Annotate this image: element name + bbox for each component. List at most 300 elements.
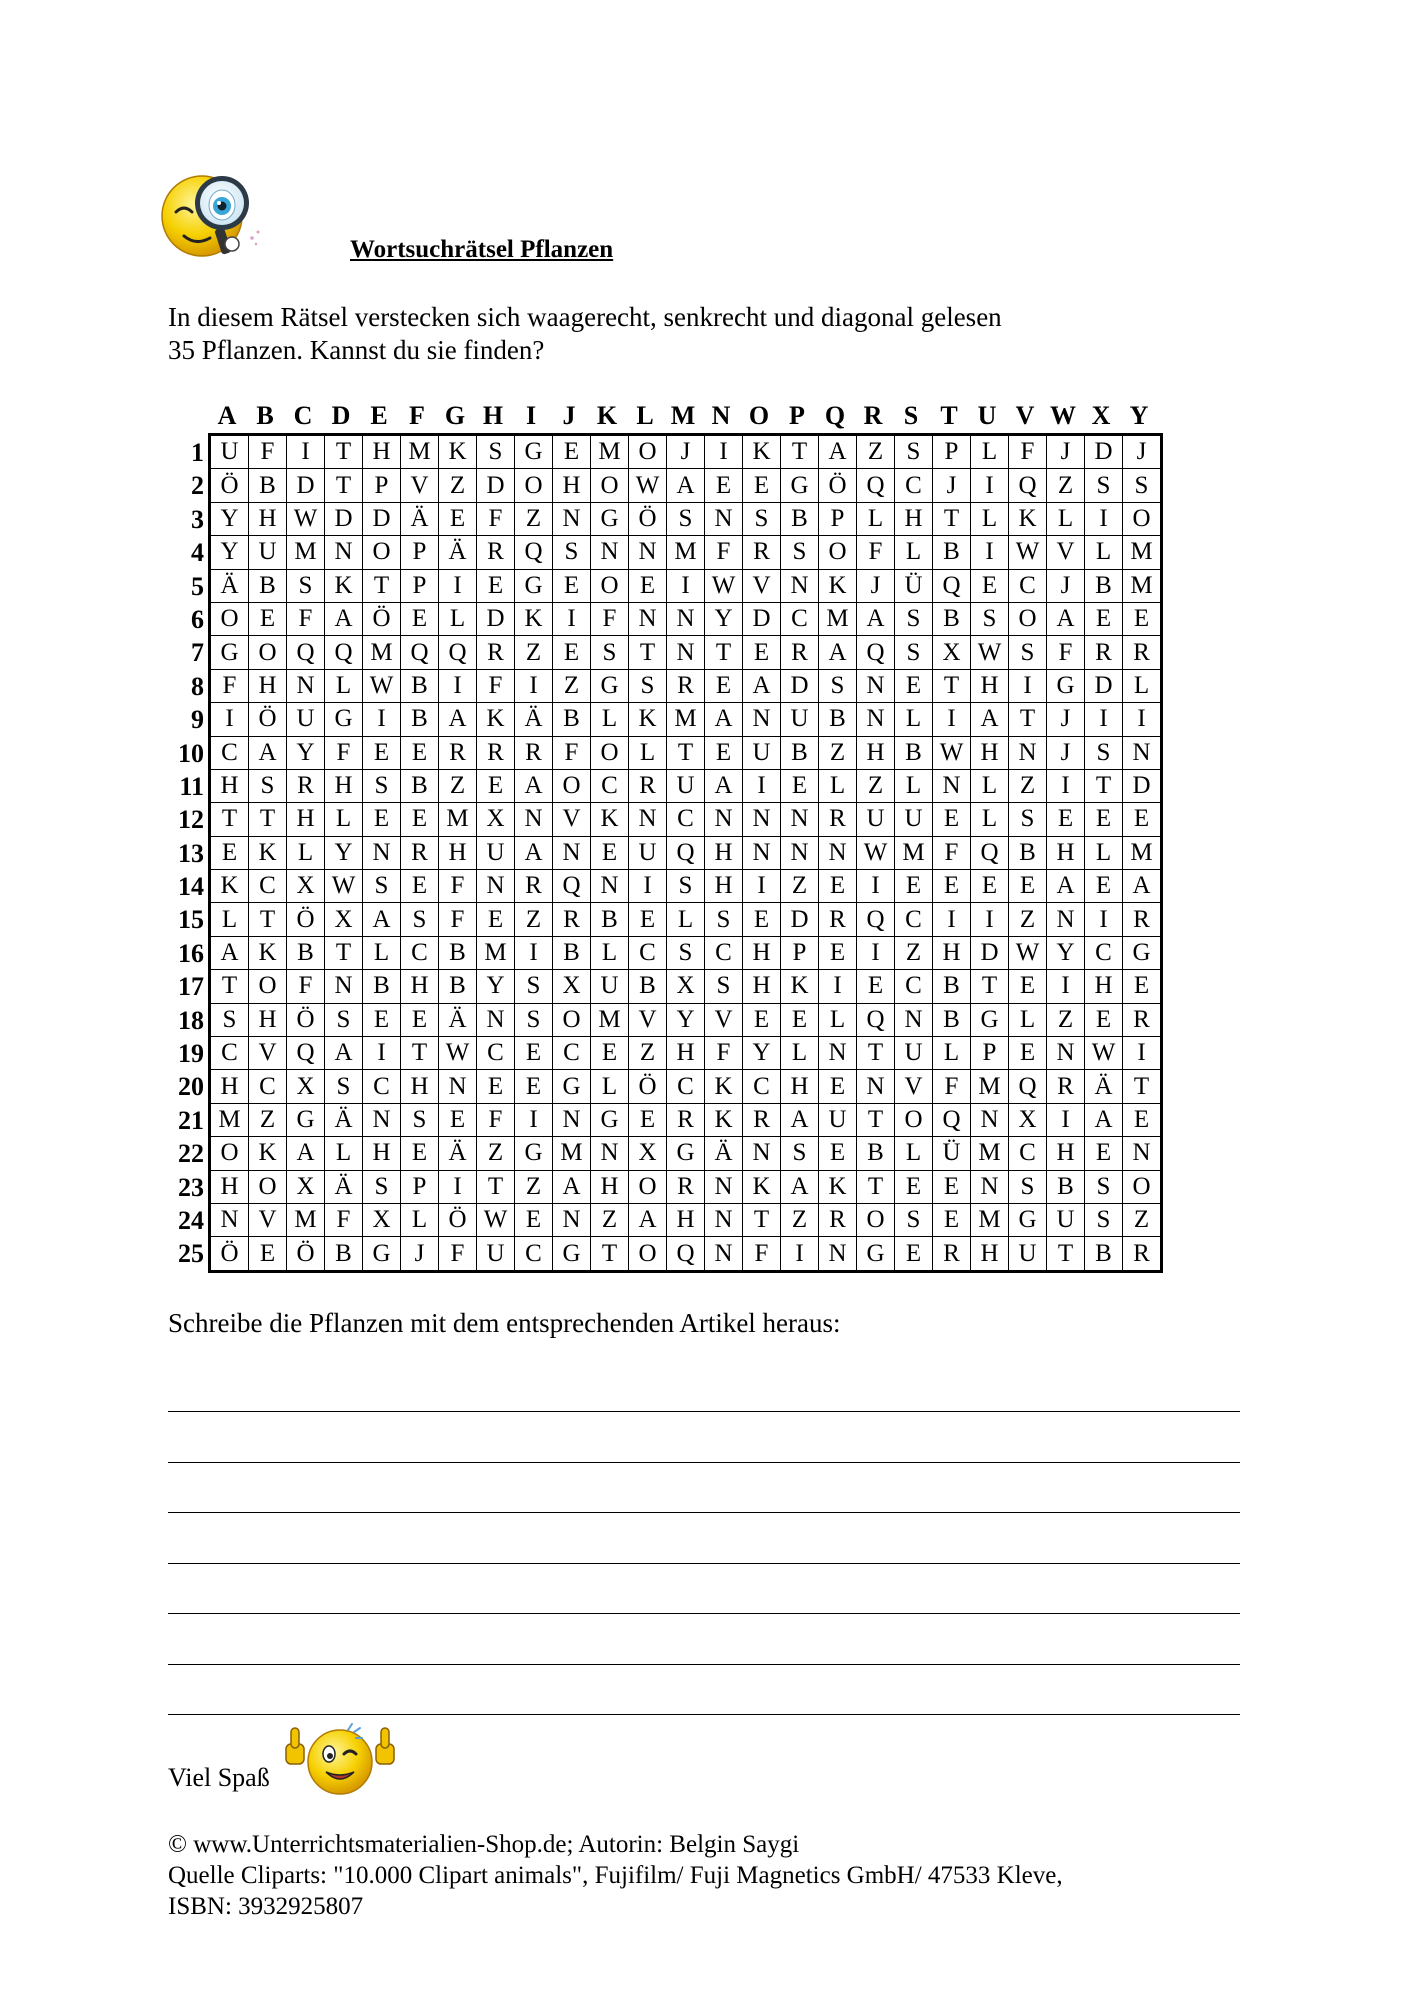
grid-cell: N <box>743 803 781 836</box>
grid-row <box>210 703 1162 736</box>
grid-cell: R <box>287 769 325 802</box>
grid-cell: C <box>553 1037 591 1070</box>
row-header: 10 <box>178 738 204 768</box>
grid-cell: B <box>401 703 439 736</box>
grid-cell: M <box>667 536 705 569</box>
grid-cell: J <box>933 469 971 502</box>
grid-cell: X <box>553 970 591 1003</box>
grid-cell: A <box>971 703 1009 736</box>
grid-cell: E <box>401 1003 439 1036</box>
grid-cell: Z <box>515 1170 553 1203</box>
grid-cell: E <box>1085 602 1123 635</box>
column-header: U <box>977 401 997 430</box>
grid-cell: M <box>971 1203 1009 1236</box>
grid-cell: T <box>1123 1070 1162 1103</box>
grid-cell: I <box>515 669 553 702</box>
grid-row <box>210 1070 1162 1103</box>
grid-cell: P <box>819 502 857 535</box>
answer-line[interactable] <box>168 1714 1240 1715</box>
grid-cell: V <box>553 803 591 836</box>
grid-cell: K <box>781 970 819 1003</box>
grid-row <box>210 836 1162 869</box>
grid-cell: Z <box>1047 469 1085 502</box>
grid-cell: O <box>591 736 629 769</box>
grid-cell: E <box>933 1203 971 1236</box>
grid-cell: P <box>363 469 401 502</box>
column-header: K <box>596 401 618 430</box>
grid-cell: N <box>705 502 743 535</box>
grid-cell: Ü <box>895 569 933 602</box>
grid-cell: I <box>363 1037 401 1070</box>
grid-cell: W <box>477 1203 515 1236</box>
grid-cell: E <box>363 1003 401 1036</box>
grid-cell: B <box>933 1003 971 1036</box>
grid-cell: M <box>1123 569 1162 602</box>
grid-cell: H <box>1047 1137 1085 1170</box>
answer-line[interactable] <box>168 1512 1240 1513</box>
grid-cell: F <box>477 1103 515 1136</box>
grid-cell: N <box>477 870 515 903</box>
row-header: 20 <box>178 1072 204 1102</box>
grid-cell: E <box>401 870 439 903</box>
column-header: E <box>370 401 388 430</box>
grid-cell: T <box>325 936 363 969</box>
grid-cell: S <box>1123 469 1162 502</box>
grid-cell: L <box>667 903 705 936</box>
grid-cell: Ü <box>933 1137 971 1170</box>
grid-cell: L <box>210 903 249 936</box>
grid-cell: H <box>971 669 1009 702</box>
grid-cell: L <box>1009 1003 1047 1036</box>
grid-cell: F <box>325 1203 363 1236</box>
grid-cell: N <box>1123 736 1162 769</box>
grid-cell: Q <box>857 636 895 669</box>
grid-cell: V <box>401 469 439 502</box>
grid-cell: E <box>1123 970 1162 1003</box>
grid-cell: Ö <box>629 1070 667 1103</box>
grid-cell: Ö <box>819 469 857 502</box>
grid-cell: R <box>819 903 857 936</box>
grid-cell: D <box>477 469 515 502</box>
grid-cell: U <box>591 970 629 1003</box>
grid-cell: E <box>705 469 743 502</box>
grid-cell: F <box>933 836 971 869</box>
grid-cell: M <box>439 803 477 836</box>
grid-cell: S <box>1009 1170 1047 1203</box>
grid-cell: O <box>591 469 629 502</box>
grid-cell: R <box>477 736 515 769</box>
grid-cell: J <box>667 435 705 469</box>
grid-cell: E <box>515 1070 553 1103</box>
word-search-grid <box>208 433 1163 1273</box>
grid-cell: K <box>249 1137 287 1170</box>
grid-cell: O <box>1123 1170 1162 1203</box>
grid-cell: N <box>819 1037 857 1070</box>
grid-cell: Q <box>667 836 705 869</box>
grid-cell: R <box>819 1203 857 1236</box>
grid-cell: Ö <box>249 703 287 736</box>
grid-cell: O <box>363 536 401 569</box>
grid-cell: E <box>743 469 781 502</box>
grid-cell: O <box>895 1103 933 1136</box>
grid-cell: G <box>591 669 629 702</box>
grid-cell: Ö <box>287 903 325 936</box>
grid-cell: Z <box>553 669 591 702</box>
grid-cell: O <box>629 1237 667 1271</box>
grid-cell: N <box>1047 903 1085 936</box>
grid-cell: J <box>857 569 895 602</box>
grid-cell: N <box>971 1170 1009 1203</box>
grid-cell: N <box>325 536 363 569</box>
grid-cell: N <box>781 569 819 602</box>
grid-cell: B <box>933 602 971 635</box>
grid-cell: N <box>210 1203 249 1236</box>
grid-cell: A <box>287 1137 325 1170</box>
grid-cell: B <box>819 703 857 736</box>
grid-cell: K <box>705 1103 743 1136</box>
grid-cell: I <box>287 435 325 469</box>
grid-cell: H <box>781 1070 819 1103</box>
grid-row <box>210 803 1162 836</box>
grid-cell: R <box>1123 636 1162 669</box>
grid-cell: H <box>667 1037 705 1070</box>
grid-cell: N <box>705 1203 743 1236</box>
answer-line[interactable] <box>168 1411 1240 1412</box>
grid-cell: S <box>249 769 287 802</box>
grid-cell: Ö <box>439 1203 477 1236</box>
answer-line[interactable] <box>168 1563 1240 1564</box>
grid-cell: S <box>401 903 439 936</box>
grid-cell: U <box>895 803 933 836</box>
grid-cell: E <box>629 569 667 602</box>
grid-cell: L <box>857 502 895 535</box>
grid-cell: W <box>325 870 363 903</box>
grid-cell: L <box>591 1070 629 1103</box>
grid-cell: K <box>515 602 553 635</box>
row-header: 7 <box>191 638 204 668</box>
grid-cell: A <box>819 435 857 469</box>
column-header: W <box>1050 401 1076 430</box>
grid-cell: D <box>743 602 781 635</box>
grid-cell: Q <box>553 870 591 903</box>
grid-cell: X <box>287 870 325 903</box>
grid-cell: K <box>591 803 629 836</box>
grid-cell: U <box>1009 1237 1047 1271</box>
grid-row <box>210 469 1162 502</box>
grid-cell: F <box>933 1070 971 1103</box>
grid-cell: Q <box>325 636 363 669</box>
grid-cell: B <box>249 469 287 502</box>
grid-cell: Q <box>515 536 553 569</box>
grid-cell: V <box>743 569 781 602</box>
grid-cell: S <box>553 536 591 569</box>
grid-cell: N <box>629 536 667 569</box>
grid-cell: I <box>1009 669 1047 702</box>
grid-cell: N <box>287 669 325 702</box>
grid-cell: Z <box>439 469 477 502</box>
grid-cell: E <box>819 936 857 969</box>
grid-cell: A <box>1085 1103 1123 1136</box>
column-header: F <box>409 401 425 430</box>
grid-cell: S <box>363 769 401 802</box>
grid-cell: Y <box>477 970 515 1003</box>
grid-cell: K <box>439 435 477 469</box>
grid-cell: I <box>439 569 477 602</box>
column-header: T <box>940 401 958 430</box>
grid-cell: L <box>819 1003 857 1036</box>
grid-cell: N <box>933 769 971 802</box>
grid-cell: U <box>743 736 781 769</box>
grid-cell: N <box>591 870 629 903</box>
grid-cell: N <box>743 1137 781 1170</box>
grid-cell: E <box>1123 1103 1162 1136</box>
grid-cell: S <box>667 502 705 535</box>
grid-cell: Z <box>439 769 477 802</box>
grid-cell: C <box>477 1037 515 1070</box>
grid-cell: Q <box>971 836 1009 869</box>
column-header: G <box>444 401 466 430</box>
grid-cell: E <box>971 569 1009 602</box>
grid-row <box>210 435 1162 469</box>
grid-cell: Q <box>401 636 439 669</box>
footer-isbn: ISBN: 3932925807 <box>168 1893 364 1920</box>
grid-cell: G <box>553 1237 591 1271</box>
grid-cell: C <box>667 1070 705 1103</box>
grid-cell: L <box>895 536 933 569</box>
grid-cell: N <box>857 669 895 702</box>
answer-line[interactable] <box>168 1613 1240 1614</box>
row-header: 21 <box>178 1105 204 1135</box>
grid-cell: G <box>667 1137 705 1170</box>
column-header: D <box>331 401 351 430</box>
grid-row <box>210 1003 1162 1036</box>
grid-cell: S <box>591 636 629 669</box>
column-header: R <box>863 401 883 430</box>
grid-cell: E <box>591 836 629 869</box>
grid-cell: U <box>667 769 705 802</box>
grid-cell: W <box>439 1037 477 1070</box>
grid-cell: T <box>857 1103 895 1136</box>
grid-cell: X <box>1009 1103 1047 1136</box>
row-header: 25 <box>178 1239 204 1269</box>
grid-cell: R <box>477 536 515 569</box>
grid-cell: Z <box>1009 903 1047 936</box>
grid-cell: A <box>249 736 287 769</box>
grid-cell: L <box>439 602 477 635</box>
grid-cell: G <box>591 502 629 535</box>
grid-cell: B <box>249 569 287 602</box>
grid-cell: N <box>591 536 629 569</box>
grid-cell: A <box>515 836 553 869</box>
grid-cell: E <box>515 1203 553 1236</box>
grid-row <box>210 602 1162 635</box>
grid-cell: N <box>743 836 781 869</box>
row-header: 6 <box>191 604 204 634</box>
grid-cell: D <box>325 502 363 535</box>
grid-cell: U <box>477 836 515 869</box>
grid-cell: R <box>667 1103 705 1136</box>
grid-cell: Z <box>515 903 553 936</box>
grid-cell: N <box>439 1070 477 1103</box>
grid-cell: B <box>591 903 629 936</box>
grid-cell: H <box>210 1170 249 1203</box>
grid-cell: K <box>249 936 287 969</box>
grid-cell: M <box>819 602 857 635</box>
grid-cell: R <box>515 736 553 769</box>
grid-row <box>210 1103 1162 1136</box>
grid-cell: T <box>591 1237 629 1271</box>
grid-cell: S <box>667 870 705 903</box>
row-header: 5 <box>191 571 204 601</box>
column-header: J <box>562 401 576 430</box>
grid-cell: C <box>401 936 439 969</box>
grid-cell: C <box>1009 569 1047 602</box>
grid-cell: N <box>363 836 401 869</box>
grid-cell: P <box>401 536 439 569</box>
grid-cell: O <box>515 469 553 502</box>
grid-cell: H <box>249 502 287 535</box>
grid-cell: A <box>553 1170 591 1203</box>
grid-cell: N <box>515 803 553 836</box>
grid-row <box>210 1237 1162 1271</box>
grid-cell: U <box>249 536 287 569</box>
grid-cell: N <box>895 1003 933 1036</box>
grid-cell: I <box>743 769 781 802</box>
grid-row <box>210 1203 1162 1236</box>
grid-cell: A <box>629 1203 667 1236</box>
grid-cell: U <box>287 703 325 736</box>
grid-cell: M <box>401 435 439 469</box>
grid-cell: O <box>249 1170 287 1203</box>
grid-cell: P <box>401 569 439 602</box>
grid-cell: F <box>1009 435 1047 469</box>
grid-cell: S <box>1009 636 1047 669</box>
grid-cell: H <box>1047 836 1085 869</box>
grid-cell: L <box>971 502 1009 535</box>
grid-cell: W <box>971 636 1009 669</box>
grid-cell: I <box>1047 970 1085 1003</box>
grid-cell: H <box>705 870 743 903</box>
grid-cell: E <box>401 1137 439 1170</box>
grid-cell: X <box>287 1170 325 1203</box>
column-header: H <box>482 401 504 430</box>
grid-cell: Q <box>667 1237 705 1271</box>
grid-cell: R <box>1123 1003 1162 1036</box>
grid-cell: R <box>553 903 591 936</box>
grid-cell: Y <box>1047 936 1085 969</box>
grid-cell: F <box>705 536 743 569</box>
grid-cell: E <box>210 836 249 869</box>
grid-cell: K <box>819 569 857 602</box>
column-headers <box>208 401 1158 431</box>
grid-cell: T <box>667 736 705 769</box>
grid-cell: Ä <box>439 536 477 569</box>
grid-cell: J <box>1047 569 1085 602</box>
grid-cell: I <box>439 1170 477 1203</box>
column-header: Q <box>824 401 846 430</box>
grid-cell: Z <box>781 870 819 903</box>
grid-cell: H <box>439 836 477 869</box>
row-header: 1 <box>191 438 204 467</box>
grid-cell: A <box>781 1103 819 1136</box>
magnifier-smiley-icon <box>160 158 270 268</box>
grid-cell: N <box>781 803 819 836</box>
grid-cell: L <box>933 1037 971 1070</box>
grid-cell: L <box>591 703 629 736</box>
grid-cell: S <box>477 435 515 469</box>
row-header: 13 <box>178 838 204 868</box>
grid-cell: I <box>629 870 667 903</box>
grid-cell: I <box>933 703 971 736</box>
grid-cell: E <box>705 669 743 702</box>
grid-cell: Ä <box>705 1137 743 1170</box>
grid-cell: B <box>781 502 819 535</box>
grid-cell: O <box>591 569 629 602</box>
grid-cell: Ä <box>210 569 249 602</box>
row-header: 8 <box>191 671 204 701</box>
row-header: 4 <box>191 538 204 568</box>
footer-clipart-source: Quelle Cliparts: "10.000 Clipart animals", Fujifilm/ Fuji Magnetics GmbH/ 47533 Kleve, <box>168 1862 1063 1889</box>
grid-cell: J <box>401 1237 439 1271</box>
grid-cell: C <box>895 903 933 936</box>
grid-cell: P <box>781 936 819 969</box>
grid-cell: L <box>325 1137 363 1170</box>
grid-cell: G <box>287 1103 325 1136</box>
grid-cell: F <box>477 502 515 535</box>
grid-cell: K <box>705 1070 743 1103</box>
grid-cell: E <box>1085 803 1123 836</box>
grid-cell: E <box>1009 1037 1047 1070</box>
grid-cell: C <box>1009 1137 1047 1170</box>
grid-cell: V <box>249 1037 287 1070</box>
grid-cell: C <box>591 769 629 802</box>
grid-cell: I <box>1123 703 1162 736</box>
answer-line[interactable] <box>168 1462 1240 1463</box>
grid-cell: A <box>210 936 249 969</box>
row-header: 9 <box>191 705 204 735</box>
grid-cell: V <box>705 1003 743 1036</box>
grid-cell: A <box>781 1170 819 1203</box>
grid-cell: E <box>743 903 781 936</box>
grid-cell: Y <box>743 1037 781 1070</box>
grid-cell: I <box>971 903 1009 936</box>
grid-cell: B <box>857 1137 895 1170</box>
grid-cell: O <box>249 970 287 1003</box>
grid-cell: N <box>667 636 705 669</box>
grid-cell: S <box>819 669 857 702</box>
grid-cell: S <box>1085 1203 1123 1236</box>
grid-cell: Q <box>857 469 895 502</box>
grid-cell: E <box>477 569 515 602</box>
grid-cell: X <box>477 803 515 836</box>
grid-cell: O <box>629 1170 667 1203</box>
answer-line[interactable] <box>168 1664 1240 1665</box>
grid-row <box>210 903 1162 936</box>
grid-cell: E <box>1123 602 1162 635</box>
grid-cell: S <box>401 1103 439 1136</box>
grid-cell: Ä <box>515 703 553 736</box>
grid-cell: Ä <box>439 1003 477 1036</box>
grid-cell: M <box>1123 536 1162 569</box>
grid-cell: I <box>553 602 591 635</box>
grid-cell: D <box>781 669 819 702</box>
grid-cell: B <box>553 936 591 969</box>
grid-cell: B <box>401 769 439 802</box>
grid-cell: E <box>895 1237 933 1271</box>
grid-cell: K <box>210 870 249 903</box>
grid-row <box>210 970 1162 1003</box>
grid-cell: E <box>743 636 781 669</box>
